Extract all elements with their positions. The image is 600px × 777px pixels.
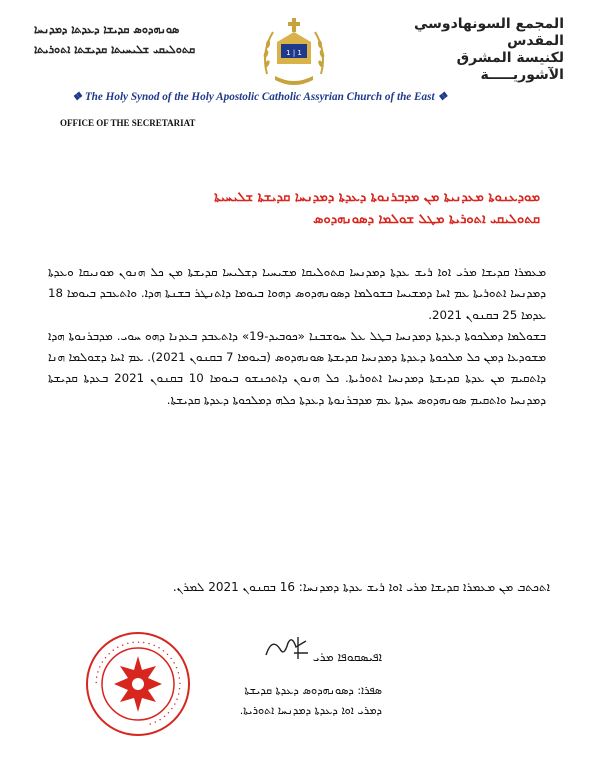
body-paragraph-1: ܡܥܡܪܐ ܩܕܝܫܐ ܡܪܝ ܐܘܐ ܪܝܫ ܥܕܬܐ ܕܡܕܢܚܐ ܩܬܘܠܝܩܐ ܡܫܝܚܝܐ ܕܫܠܝܚܐ ܩܕܝܫܬܐ ܡܢ ܟܠ ܗܢܘܢ ܡܘܢܝܩܐ ܘܥܕܬܐ ܕܡܕܢܚܐ ܐܬܘܪܝܬܐ ܥܡ ܐܚܐ ܕܡܫܝܚܐ ܒܫܘܠܡܐ ܕܣܘܢܗܕܘܣ ܕܗܘܐ ܒܝܘܡܐ ܕܐܬܢܛܪ ܒܫܢܬܐ ܗܕܐ. ܘܐܬܥܒܕ ܒܝܘܡܐ 18 ܥܕܡܐ 25 ܒܩܢܘܢ 2021. xyxy=(48,265,546,322)
english-title-text: The Holy Synod of the Holy Apostolic Catholic Assyrian Church of the East xyxy=(84,91,435,103)
svg-text:• • • • • • • • • • • • • • •: • • • • • • • • • • • • • • • • • • • • • • • • • • • • • • • • • • • xyxy=(93,639,183,727)
office-label: OFFICE OF THE SECRETARIAT xyxy=(60,118,196,128)
title-line-2: ܩܬܘܠܝܩܝ ܐܬܘܪܝܬܐ ܡܛܠ ܫܘܠܡܐ ܕܣܘܢܗܕܘܣ xyxy=(313,212,540,227)
signer-name: ܐܦܝܣܩܘܦܐ ܡܪܝ xyxy=(312,650,382,664)
red-seal-stamp xyxy=(84,630,192,738)
document-title xyxy=(80,187,540,231)
syriac-header-line-1: ܣܘܢܗܕܘܣ ܩܕܝܫܐ ܕܥܕܬܐ ܕܡܕܢܚܐ xyxy=(34,23,180,36)
syriac-header xyxy=(34,20,234,60)
letter-body xyxy=(48,262,546,411)
arabic-header-line-1: المجمع السونهادوسي المقدس xyxy=(413,16,564,49)
title-line-1: ܡܘܕܥܢܘܬܐ ܡܥܕܢܝܬܐ ܡܢ ܡܕܒܪܢܘܬܐ ܕܥܕܬܐ ܕܡܕܢܚܐ ܩܕܝܫܬܐ ܫܠܝܚܝܬܐ xyxy=(214,190,540,205)
signer-role-line-2: ܕܡܪܝ ܐܘܐ ܕܥܕܬܐ ܕܡܕܢܚܐ ܐܬܘܪܝܬܐ. xyxy=(239,704,382,717)
body-paragraph-2: ܒܫܘܠܡܐ ܕܡܠܟܘܬܐ ܕܥܕܬܐ ܕܡܕܢܚܐ ܒܛܠ ܥܠ ܚܘܫܒܢܐ «ܟܘܒܝܕ-19» ܕܐܬܥܒܕ ܒܥܕܢܐ ܕܗܘ ܚܘܝ. ܡܕܒܪܢܘܬܐ ܗܕܐ ܡܫܘܕܥܐ ܕܡܢ ܟܠ ܡܠܟܘܬܐ ܕܥܕܬܐ ܕܡܕܢܚܐ ܩܕܝܫܬܐ ܣܘܢܗܕܘܣ (ܒܝܘܡܐ 7 ܒܩܢܘܢ 2021). ܥܡ ܐܚܐ ܕܫܘܠܡܐ ܗܢܐ ܕܐܬܩܝܡ ܡܢ ܥܕܬܐ ܩܕܝܫܬܐ ܕܡܕܢܚܐ ܐܬܘܪܝܬܐ. ܟܠ ܗܢܘܢ ܕܐܬܟܢܫܘ ܒܝܘܡܐ 10 ܒܩܢܘܢ 2021 ܒܥܕܬܐ ܩܕܝܫܬܐ ܕܡܕܢܚܐ ܘܐܬܩܝܡ ܣܘܢܗܕܘܣ ܚܕܬܐ ܥܡ ܡܕܒܪܢܘܬܐ ܕܥܕܬܐ ܟܠܗ ܕܡܠܟܘܬܐ ܕܥܕܬܐ ܩܕܝܫܬܐ. xyxy=(48,328,547,407)
signer-role-line-1: ܣܦܪܐ: ܕܣܘܢܗܕܘܣ ܕܥܕܬܐ ܩܕܝܫܬܐ xyxy=(244,684,382,697)
arabic-header-line-2: لكنيسة المشرق الآشوريـــــة xyxy=(456,50,564,83)
arabic-header xyxy=(394,16,564,84)
svg-text:1 | 1: 1 | 1 xyxy=(286,49,302,57)
church-emblem-logo xyxy=(255,14,333,92)
syriac-header-line-2: ܩܬܘܠܝܩܝ ܫܠܝܚܝܬܐ ܩܕܝܫܬܐ ܐܬܘܪܝܬܐ xyxy=(34,43,196,56)
date-line: ܐܬܟܬܒ ܡܢ ܡܥܡܪܐ ܩܕܝܫܐ ܡܪܝ ܐܘܐ ܪܝܫ ܥܕܬܐ ܕܡܕܢܚܐ: 16 ܒܩܢܘܢ 2021 ܠܡܪܢ. xyxy=(172,580,550,594)
signer-role xyxy=(232,681,382,721)
english-title: ❖ The Holy Synod of the Holy Apostolic Catholic Assyrian Church of the East ❖ xyxy=(72,91,448,103)
